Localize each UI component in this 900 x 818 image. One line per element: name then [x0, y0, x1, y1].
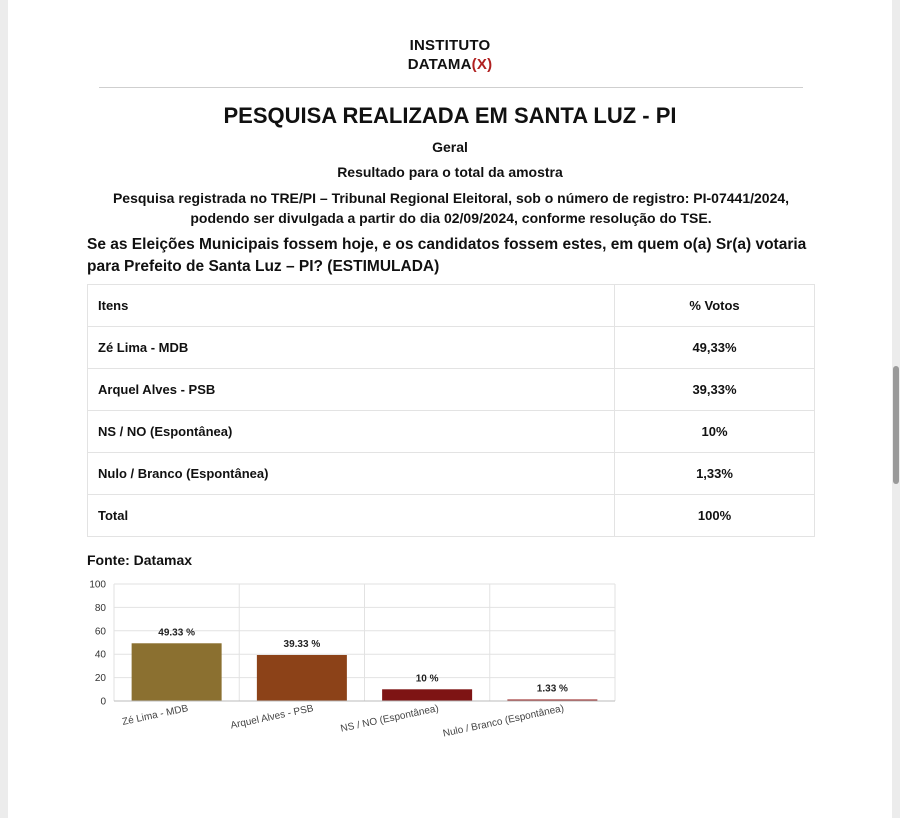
y-tick-label: 60	[94, 626, 106, 638]
source-label: Fonte: Datamax	[87, 552, 193, 568]
row-votes: 49,33%	[615, 327, 815, 369]
column-header-votes: % Votos	[615, 285, 815, 327]
survey-question: Se as Eleições Municipais fossem hoje, e os candidatos fossem estes, em quem o(a) Sr(a) votaria para Prefeito de Santa Luz – PI? (ESTIMULADA)	[87, 236, 807, 275]
x-tick-label: Zé Lima - MDB	[121, 703, 190, 728]
logo-x-mark: (X)	[471, 56, 493, 73]
y-tick-label: 80	[94, 602, 106, 614]
institute-logo	[0, 36, 900, 74]
row-votes: 1,33%	[615, 453, 815, 495]
table-row-total	[88, 495, 815, 537]
bar	[132, 643, 222, 701]
x-tick-label: Arquel Alves - PSB	[229, 703, 315, 732]
bar	[257, 655, 347, 701]
bar	[382, 689, 472, 701]
row-item: Total	[88, 495, 615, 537]
y-tick-label: 40	[94, 649, 106, 661]
row-item: Arquel Alves - PSB	[88, 369, 615, 411]
row-item: Nulo / Branco (Espontânea)	[88, 453, 615, 495]
y-tick-label: 20	[94, 673, 106, 685]
row-votes: 100%	[615, 495, 815, 537]
row-item: Zé Lima - MDB	[88, 327, 615, 369]
logo-line1: INSTITUTO	[409, 37, 491, 54]
logo-name: DATAMA	[407, 56, 472, 73]
logo-line2	[0, 55, 900, 74]
data-label: 39.33 %	[283, 638, 321, 650]
table-row	[88, 327, 815, 369]
row-votes: 39,33%	[615, 369, 815, 411]
y-tick-label: 0	[100, 696, 106, 708]
results-bar-chart	[0, 570, 900, 760]
registration-note: Pesquisa registrada no TRE/PI – Tribunal Regional Eleitoral, sob o número de registro: PI-07441/2024, podendo ser divulgada a partir do dia 02/09/2024, conforme resolução do TSE.	[112, 190, 790, 226]
page-title: PESQUISA REALIZADA EM SANTA LUZ - PI	[223, 103, 677, 128]
y-tick-label: 100	[89, 579, 106, 591]
row-votes: 10%	[615, 411, 815, 453]
table-row	[88, 453, 815, 495]
data-label: 1.33 %	[536, 683, 568, 695]
header-divider	[99, 87, 803, 88]
scrollbar-thumb[interactable]	[893, 366, 899, 484]
table-header-row	[88, 285, 815, 327]
table-row	[88, 369, 815, 411]
results-table	[87, 284, 815, 537]
table-row	[88, 411, 815, 453]
data-label: 49.33 %	[158, 627, 195, 639]
data-label: 10 %	[415, 673, 439, 685]
row-item: NS / NO (Espontânea)	[88, 411, 615, 453]
column-header-items: Itens	[88, 285, 615, 327]
page-subtitle: Geral	[432, 139, 468, 155]
x-tick-label: Nulo / Branco (Espontânea)	[442, 703, 565, 740]
sample-note: Resultado para o total da amostra	[337, 164, 563, 180]
x-tick-label: NS / NO (Espontânea)	[339, 703, 440, 735]
